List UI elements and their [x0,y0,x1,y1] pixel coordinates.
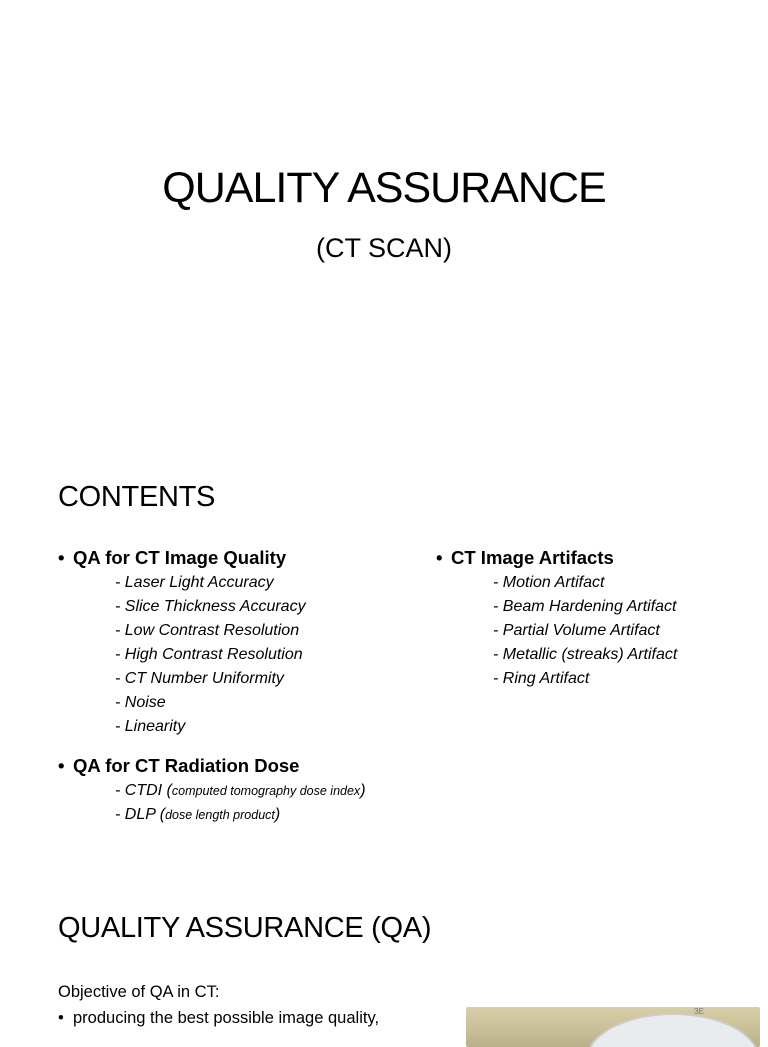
bullet-icon: • [58,547,65,568]
contents-heading: CONTENTS [58,481,216,513]
list-item: - Low Contrast Resolution [115,622,300,639]
section-title-text: QA for CT Radiation Dose [73,755,300,776]
section-title-image-quality [58,545,418,571]
section-title-text: CT Image Artifacts [451,547,614,568]
list-item: - Ring Artifact [493,670,590,687]
contents-right-column [436,545,756,691]
objective-label: Objective of QA in CT: [58,983,220,1001]
objective-item: • producing the best possible image quality, [58,1006,379,1030]
slide-subtitle: (CT SCAN) [315,233,452,263]
list-item: - Partial Volume Artifact [493,622,660,639]
radiation-dose-list [58,779,418,827]
bullet-icon: • [58,1009,64,1027]
bullet-icon: • [58,755,65,776]
section-title-text: QA for CT Image Quality [73,547,287,568]
list-item: - CT Number Uniformity [115,670,284,687]
section-title-artifacts [436,545,756,571]
bullet-icon: • [436,547,443,568]
qa-slide [0,880,768,1027]
qa-heading: QUALITY ASSURANCE (QA) [58,912,432,944]
list-item: - CTDI (computed tomography dose index) [115,782,366,799]
list-item: - Metallic (streaks) Artifact [493,646,678,663]
list-item: - High Contrast Resolution [115,646,303,663]
photo-label: ЗЕ [693,1007,704,1016]
list-item: - Linearity [115,718,186,735]
ct-scanner-photo [466,1007,760,1047]
artifacts-list [436,571,756,691]
title-slide [0,0,768,450]
slide-title: QUALITY ASSURANCE [162,164,606,212]
list-item: - Laser Light Accuracy [115,574,274,591]
list-item: - Noise [115,694,166,711]
list-item: - Beam Hardening Artifact [493,598,677,615]
image-quality-list [58,571,418,739]
scanner-gantry [586,1013,760,1047]
list-item: - Motion Artifact [493,574,605,591]
contents-slide [0,450,768,880]
contents-left-column [58,545,418,827]
list-item: - DLP (dose length product) [115,806,281,823]
section-title-radiation-dose [58,753,418,779]
list-item: - Slice Thickness Accuracy [115,598,306,615]
